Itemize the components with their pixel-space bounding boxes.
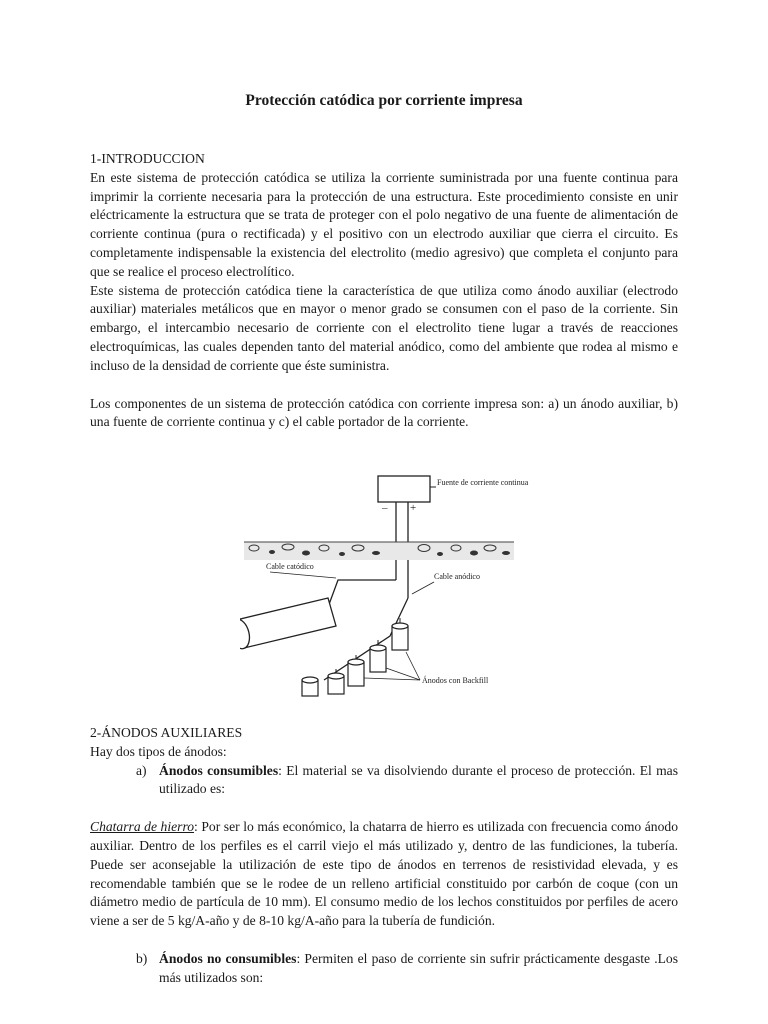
anodes-heading: 2-ÁNODOS AUXILIARES bbox=[90, 725, 243, 740]
item-a-marker: a) bbox=[136, 762, 147, 778]
item-a-term: Ánodos consumibles bbox=[159, 762, 279, 778]
anode-1 bbox=[392, 623, 408, 650]
anodes-item-b bbox=[90, 950, 678, 988]
anodes-section bbox=[90, 724, 678, 988]
cathode-cable-leader bbox=[270, 572, 336, 578]
intro-section bbox=[90, 150, 678, 432]
item-a-text: : El material se va disolviendo durante el proceso de protección. El mas utilizado es: bbox=[159, 762, 678, 797]
item-b-marker: b) bbox=[136, 950, 148, 966]
item-b-text: : Permiten el paso de corriente sin sufrir prácticamente desgaste .Los más utilizados son: bbox=[159, 950, 678, 985]
intro-heading: 1-INTRODUCCION bbox=[90, 151, 205, 166]
intro-paragraph-3: Los componentes de un sistema de protección catódica con corriente impresa son: a) un ánodo auxiliar, b) una fuente de corriente continua y c) el cable portador de la corriente. bbox=[90, 395, 678, 430]
cathode-cable bbox=[324, 580, 396, 618]
anodes-item-a bbox=[90, 762, 678, 800]
cathodic-protection-diagram bbox=[240, 468, 540, 698]
anode-2 bbox=[370, 645, 386, 672]
chatarra-paragraph bbox=[90, 818, 678, 931]
intro-paragraph-2: Este sistema de protección catódica tiene la característica de que utiliza como ánodo auxiliar (electrodo auxiliar) materiales metálicos que en mayor o menor grado se consumen con el paso de la corriente. Sin embargo, el intercambio necesario de corriente con el electrolito tiene lugar a través de reacciones electroquímicas, las cuales dependen tanto del material anódico, como del ambiente que rodea al mismo e incluso de la densidad de corriente que éste suministra. bbox=[90, 282, 678, 373]
anode-4 bbox=[328, 673, 344, 694]
anodes-intro: Hay dos tipos de ánodos: bbox=[90, 743, 227, 759]
ground-surface bbox=[244, 542, 514, 560]
document-title: Protección catódica por corriente impresa bbox=[245, 92, 523, 109]
protected-pipe bbox=[240, 598, 336, 651]
source-label: Fuente de corriente continua bbox=[437, 478, 529, 487]
intro-paragraph-1: En este sistema de protección catódica se utiliza la corriente suministrada por una fuente continua para imprimir la corriente necesaria para la protección de una estructura. Este procedimiento consiste en unir eléctricamente la estructura que se trata de proteger con el polo negativo de una fuente de alimentación de corriente continua (pura o rectificada) y el positivo con un electrodo auxiliar que cierra el circuito. Es completamente indispensable la existencia del electrolito (medio agresivo) que completa el conjunto para que se realice el proceso electrolítico. bbox=[90, 169, 678, 279]
anode-cable-label: Cable anódico bbox=[434, 572, 480, 581]
diagram-svg bbox=[240, 468, 540, 698]
item-b-term: Ánodos no consumibles bbox=[159, 950, 297, 966]
cathode-cable-label: Cable catódico bbox=[266, 562, 314, 571]
anode-5 bbox=[302, 677, 318, 696]
anode-3 bbox=[348, 659, 364, 686]
chatarra-text: : Por ser lo más económico, la chatarra de hierro es utilizada con frecuencia como ánodo auxiliar. Dentro de los perfiles es el carril viejo el más utilizado y, dentro de las fundiciones, la tubería. Puede ser aconsejable la utilización de este tipo de ánodos en terrenos de resistividad elevada, y es recomendable también que se le rodee de un relleno artificial constituido por carbón de coque (con un diámetro medio de partícula de 10 mm). El consumo medio de los lechos constituidos por perfiles de acero viene a ser de 5 kg/A-año y de 8-10 kg/A-año para la tubería de fundición. bbox=[90, 819, 678, 929]
dc-source-box bbox=[378, 476, 430, 502]
anode-cable-leader bbox=[412, 582, 434, 594]
plus-terminal: + bbox=[410, 502, 417, 514]
minus-terminal: – bbox=[382, 502, 388, 514]
chatarra-label: Chatarra de hierro bbox=[90, 819, 195, 835]
anodes-label: Ánodos con Backfill bbox=[422, 676, 489, 685]
